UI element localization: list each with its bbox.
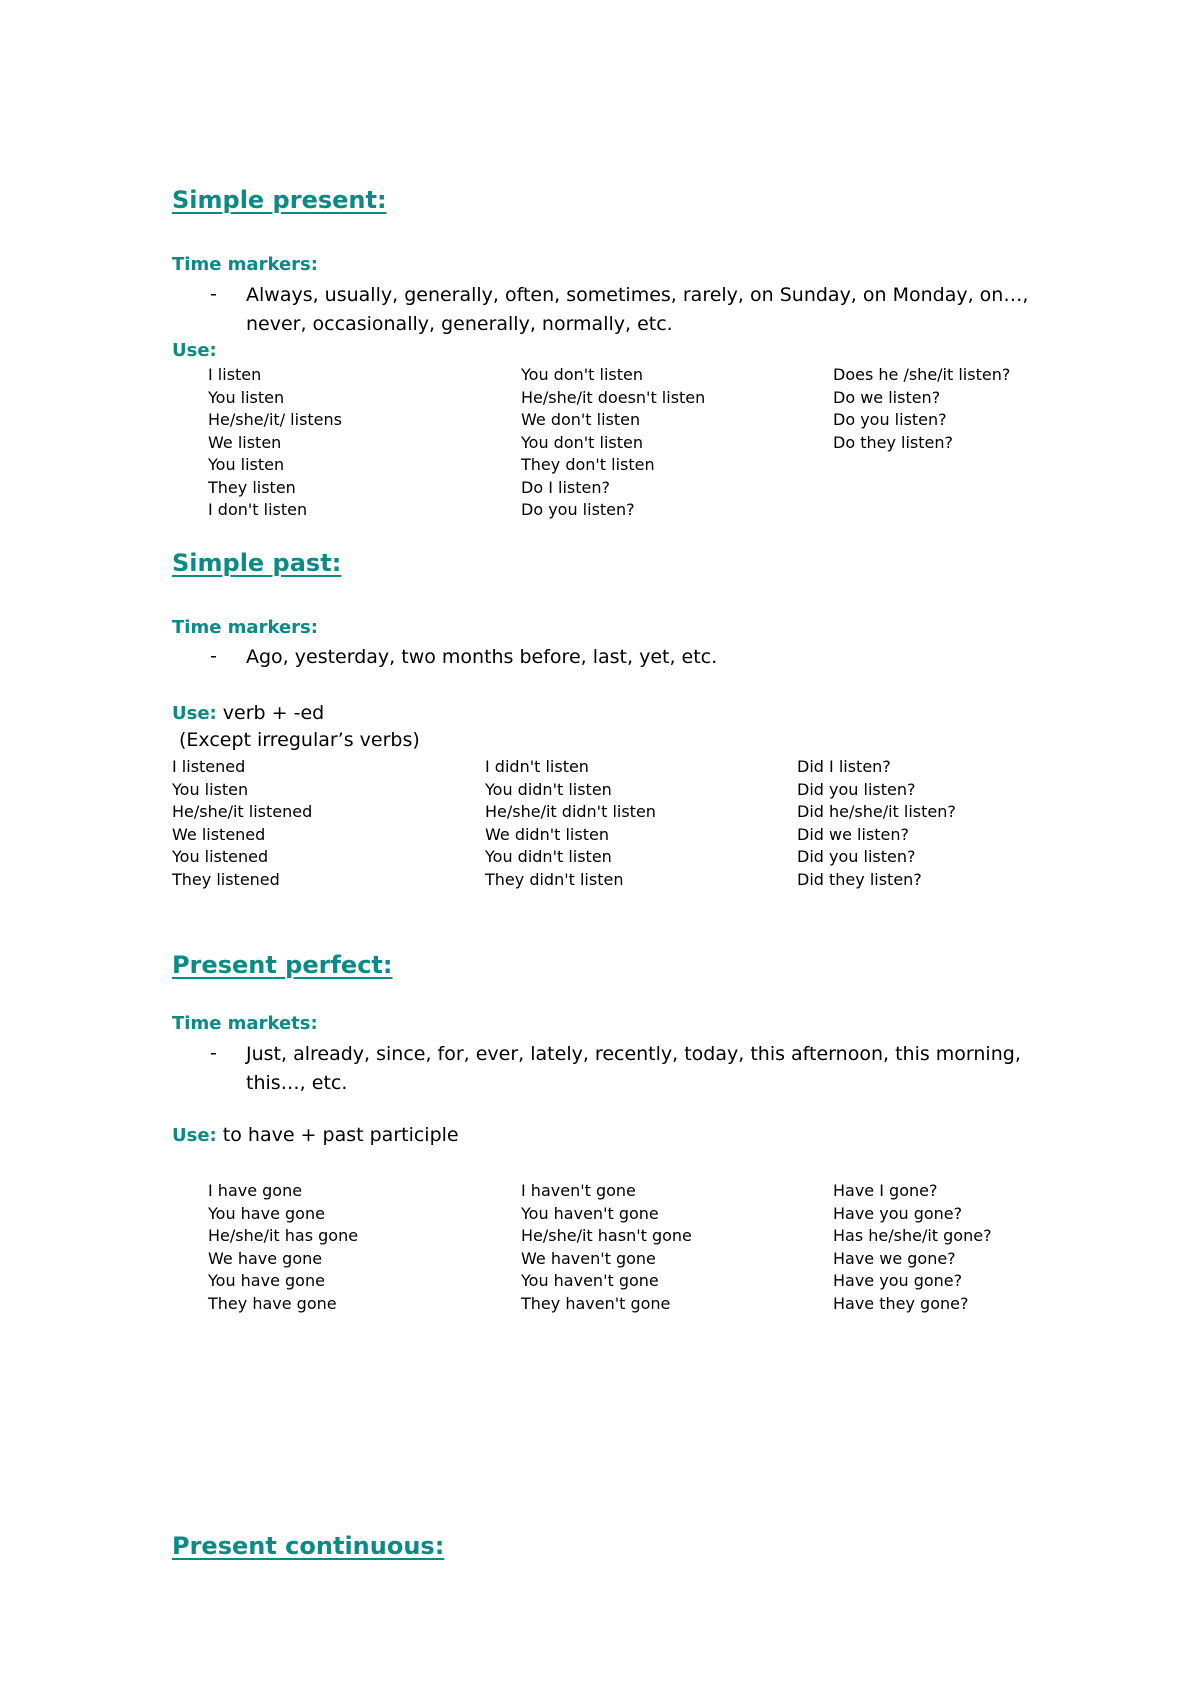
use-label: Use: (172, 340, 217, 361)
conjugation-line: You didn't listen (485, 847, 612, 866)
conjugation-line: Do we listen? (833, 387, 941, 407)
conjugation-line: He/she/it listened (172, 802, 313, 821)
conjugation-line: You listen (172, 779, 249, 799)
heading-present-perfect: Present perfect: (172, 951, 393, 979)
time-markers-list: Always, usually, generally, often, sometimes, rarely, on Sunday, on Monday, on…, never, occasionally, generally, normally, etc. (246, 284, 1029, 335)
conjugation-col-negative (485, 756, 656, 891)
conjugation-line: I don't listen (208, 500, 308, 519)
conjugation-line: They don't listen (521, 455, 655, 474)
conjugation-col-affirmative (208, 1180, 358, 1315)
conjugation-col-question (797, 756, 956, 891)
conjugation-line: Have they gone? (833, 1293, 969, 1313)
conjugation-line: I didn't listen (485, 757, 589, 776)
conjugation-col-affirmative (172, 756, 312, 891)
conjugation-line: We listened (172, 824, 266, 844)
use-label: Use: (172, 1125, 217, 1146)
conjugation-line: Did I listen? (797, 757, 891, 776)
conjugation-line: Did we listen? (797, 824, 909, 844)
conjugation-line: We don't listen (521, 410, 641, 429)
heading-simple-present: Simple present: (172, 186, 387, 214)
conjugation-line: You listen (208, 455, 285, 474)
conjugation-line: We have gone (208, 1248, 323, 1268)
time-markers-label: Time markers: (172, 617, 318, 638)
conjugation-line: You don't listen (521, 365, 643, 384)
use-line (172, 1124, 459, 1146)
conjugation-line: He/she/it hasn't gone (521, 1226, 692, 1245)
conjugation-line: You didn't listen (485, 779, 612, 799)
conjugation-line: We didn't listen (485, 824, 609, 844)
time-markers-list: Just, already, since, for, ever, lately, recently, today, this afternoon, this morning, this…, etc. (246, 1043, 1021, 1094)
conjugation-line: You listen (208, 387, 285, 407)
conjugation-line: He/she/it doesn't listen (521, 387, 706, 407)
conjugation-line: You don't listen (521, 432, 643, 452)
conjugation-line: We haven't gone (521, 1248, 656, 1268)
conjugation-line: Do they listen? (833, 432, 953, 452)
conjugation-line: I listened (172, 757, 246, 776)
heading-simple-past: Simple past: (172, 549, 342, 577)
conjugation-line: They listened (172, 869, 280, 889)
conjugation-line: He/she/it has gone (208, 1226, 359, 1245)
conjugation-line: Does he /she/it listen? (833, 365, 1011, 384)
conjugation-line: Do you listen? (833, 410, 947, 429)
conjugation-line: They listen (208, 477, 296, 497)
conjugation-line: Have you gone? (833, 1271, 963, 1290)
conjugation-line: You listened (172, 847, 269, 866)
use-text: to have + past participle (216, 1124, 459, 1146)
use-label: Use: (172, 703, 217, 724)
time-markets-label: Time markets: (172, 1013, 318, 1034)
use-line (172, 702, 324, 724)
conjugation-line: Have I gone? (833, 1181, 938, 1200)
conjugation-line: They haven't gone (521, 1293, 671, 1313)
conjugation-col-question (833, 364, 1010, 454)
conjugation-line: They have gone (208, 1293, 337, 1313)
conjugation-line: You have gone (208, 1271, 325, 1290)
conjugation-line: Have we gone? (833, 1248, 956, 1268)
bullet-dash: - (210, 283, 217, 305)
conjugation-line: Did he/she/it listen? (797, 802, 956, 821)
use-text: verb + -ed (216, 702, 325, 724)
conjugation-line: I listen (208, 365, 262, 384)
conjugation-line: I have gone (208, 1181, 303, 1200)
conjugation-line: I haven't gone (521, 1181, 636, 1200)
conjugation-line: He/she/it didn't listen (485, 802, 656, 821)
conjugation-line: You have gone (208, 1203, 325, 1223)
conjugation-line: Did they listen? (797, 869, 922, 889)
conjugation-col-question (833, 1180, 992, 1315)
conjugation-line: Do you listen? (521, 500, 635, 519)
conjugation-line: They didn't listen (485, 869, 624, 889)
conjugation-line: Did you listen? (797, 847, 916, 866)
conjugation-line: Do I listen? (521, 477, 610, 497)
conjugation-col-negative (521, 1180, 692, 1315)
conjugation-line: He/she/it/ listens (208, 410, 342, 429)
bullet-dash: - (210, 1042, 217, 1064)
conjugation-col-affirmative (208, 364, 342, 522)
conjugation-line: We listen (208, 432, 282, 452)
conjugation-line: You haven't gone (521, 1203, 659, 1223)
bullet-dash: - (210, 645, 217, 667)
conjugation-line: Did you listen? (797, 779, 916, 799)
time-markers-list: Ago, yesterday, two months before, last, yet, etc. (246, 646, 718, 668)
conjugation-col-negative (521, 364, 705, 522)
conjugation-line: Have you gone? (833, 1203, 963, 1223)
heading-present-continuous: Present continuous: (172, 1532, 445, 1560)
irregular-note: (Except irregular’s verbs) (179, 729, 420, 751)
conjugation-line: Has he/she/it gone? (833, 1226, 992, 1245)
conjugation-line: You haven't gone (521, 1271, 659, 1290)
time-markers-label: Time markers: (172, 254, 318, 275)
